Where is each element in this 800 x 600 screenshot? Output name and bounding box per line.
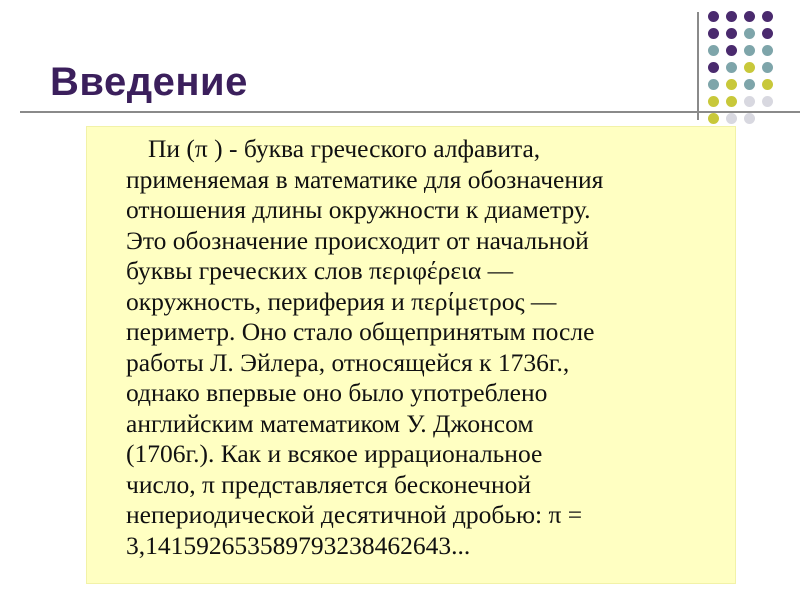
decorative-dot [708,113,719,124]
body-line: применяемая в математике для обозначения [126,164,604,194]
decorative-dot [744,45,755,56]
decorative-dot [726,11,737,22]
decorative-dot [744,113,755,124]
decorative-dot [708,11,719,22]
body-line: периметр. Оно стало общепринятым после [126,317,595,346]
decorative-dot [762,11,773,22]
body-line: (1706г.). Как и всякое иррациональное [126,439,543,468]
decorative-dot [762,45,773,56]
decorative-dot [708,79,719,90]
decorative-dot [744,11,755,22]
decorative-dot [726,45,737,56]
body-line: отношения длины окружности к диаметру. [126,195,591,224]
body-line: 3,141592653589793238462643... [126,530,471,560]
body-line: окружность, периферия и περίμετρος — [126,286,557,316]
decorative-dot-grid [705,8,800,128]
decorative-dot [726,79,737,90]
slide-title: Введение [50,60,248,104]
decorative-dot [708,62,719,73]
body-line: непериодической десятичной дробью: π = [126,500,583,529]
decorative-dot [744,79,755,90]
decorative-dot [762,96,773,107]
decorative-dot [708,96,719,107]
body-line: однако впервые оно было употреблено [126,378,548,407]
body-line: буквы греческих слов περιφέρεια — [126,256,514,285]
horizontal-rule [20,111,800,113]
body-line: Пи (π ) - буква греческого алфавита, [148,134,541,163]
decorative-dot [726,28,737,39]
vertical-rule [697,12,699,120]
body-line: английским математиком У. Джонсом [126,408,534,438]
body-line: работы Л. Эйлера, относящейся к 1736г., [126,347,570,377]
decorative-dot [762,62,773,73]
decorative-dot [726,113,737,124]
decorative-dot [726,96,737,107]
decorative-dot [744,96,755,107]
decorative-dot [744,28,755,39]
decorative-dot [726,62,737,73]
body-line: число, π представляется бесконечной [126,469,532,499]
body-line: Это обозначение происходит от начальной [126,225,589,255]
decorative-dot [762,28,773,39]
body-text [126,134,726,561]
decorative-dot [708,28,719,39]
decorative-dot [744,62,755,73]
decorative-dot [762,79,773,90]
decorative-dot [708,45,719,56]
